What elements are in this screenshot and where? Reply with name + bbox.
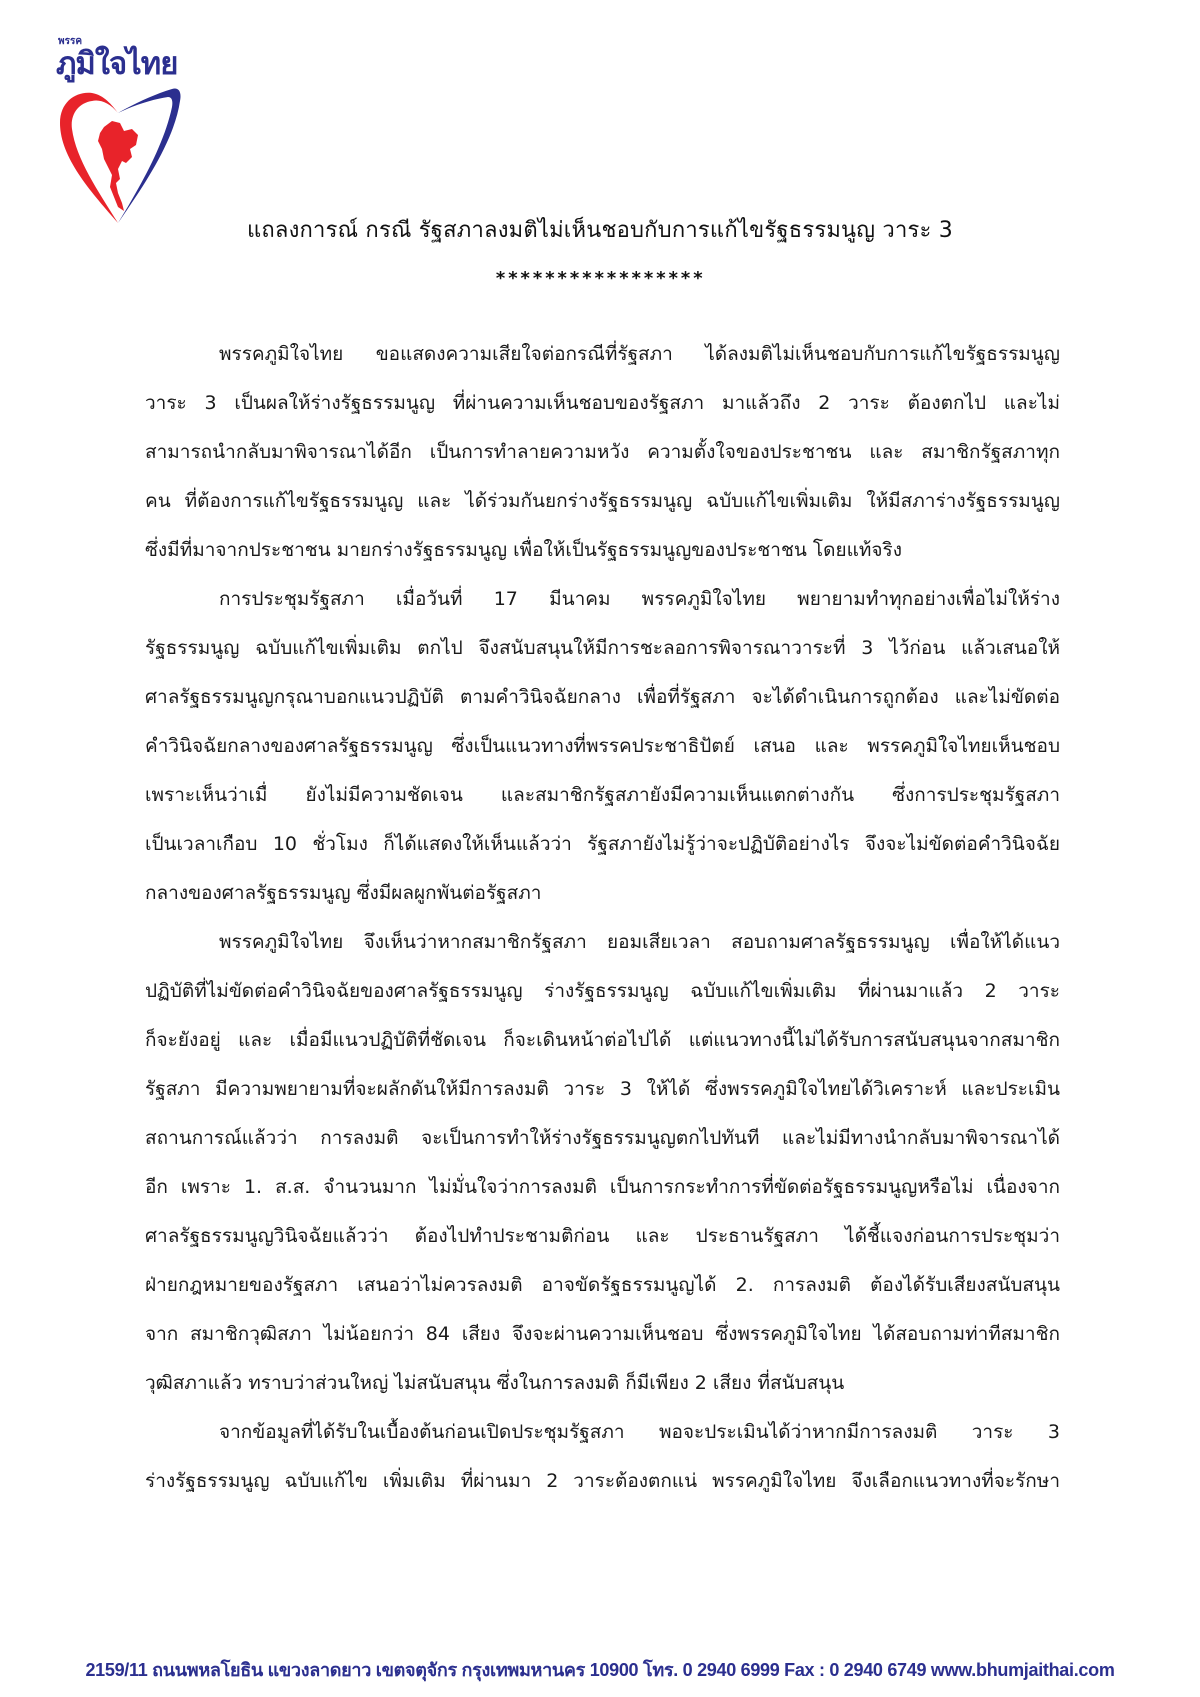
paragraph-line: ฝ่ายกฎหมายของรัฐสภา เสนอว่าไม่ควรลงมติ อาจขัดรัฐธรรมนูญได้ 2. การลงมติ ต้องได้รับเสียงสนับสนุน: [145, 1274, 1060, 1296]
paragraph-line: วาระ 3 เป็นผลให้ร่างรัฐธรรมนูญ ที่ผ่านความเห็นชอบของรัฐสภา มาแล้วถึง 2 วาระ ต้องตกไป และไม่: [145, 392, 1060, 414]
document-body: [145, 330, 1060, 1506]
logo-party-label: พรรค: [58, 36, 83, 47]
paragraph-line: จาก สมาชิกวุฒิสภา ไม่น้อยกว่า 84 เสียง จึงจะผ่านความเห็นชอบ ซึ่งพรรคภูมิใจไทย ได้สอบถามท่าทีสมาชิก: [145, 1323, 1060, 1345]
paragraph-line: รัฐสภา มีความพยายามที่จะผลักดันให้มีการลงมติ วาระ 3 ให้ได้ ซึ่งพรรคภูมิใจไทยได้วิเคราะห์ และประเมิน: [145, 1078, 1060, 1100]
paragraph-line: กลางของศาลรัฐธรรมนูญ ซึ่งมีผลผูกพันต่อรัฐสภา: [145, 882, 542, 904]
paragraph-line: ร่างรัฐธรรมนูญ ฉบับแก้ไข เพิ่มเติม ที่ผ่านมา 2 วาระต้องตกแน่ พรรคภูมิใจไทย จึงเลือกแนวทางที่จะรักษา: [145, 1470, 1060, 1492]
paragraph-line: ก็จะยังอยู่ และ เมื่อมีแนวปฏิบัติที่ชัดเจน ก็จะเดินหน้าต่อไปได้ แต่แนวทางนี้ไม่ได้รับการสนับสนุนจากสมาชิก: [145, 1029, 1060, 1051]
title-separator: *****************: [495, 268, 705, 289]
paragraph-line: ซึ่งมีที่มาจากประชาชน มายกร่างรัฐธรรมนูญ เพื่อให้เป็นรัฐธรรมนูญของประชาชน โดยแท้จริง: [145, 539, 902, 561]
paragraph-line: สามารถนำกลับมาพิจารณาได้อีก เป็นการทำลายความหวัง ความตั้งใจของประชาชน และ สมาชิกรัฐสภาทุก: [145, 441, 1060, 463]
document-title: แถลงการณ์ กรณี รัฐสภาลงมติไม่เห็นชอบกับการแก้ไขรัฐธรรมนูญ วาระ 3: [247, 218, 953, 243]
footer-address: 2159/11 ถนนพหลโยธิน แขวงลาดยาว เขตจตุจักร กรุงเทพมหานคร 10900 โทร. 0 2940 6999 Fax : 0 2940 6749 www.bhumjaithai.com: [85, 1660, 1115, 1680]
paragraph-3: [145, 918, 1060, 1408]
paragraph-line: รัฐธรรมนูญ ฉบับแก้ไขเพิ่มเติม ตกไป จึงสนับสนุนให้มีการชะลอการพิจารณาวาระที่ 3 ไว้ก่อน แล้วเสนอให้: [145, 637, 1060, 659]
paragraph-1: [145, 330, 1060, 575]
paragraph-line: อีก เพราะ 1. ส.ส. จำนวนมาก ไม่มั่นใจว่าการลงมติ เป็นการกระทำการที่ขัดต่อรัฐธรรมนูญหรือไม่ เนื่องจาก: [145, 1176, 1060, 1198]
paragraph-line: เป็นเวลาเกือบ 10 ชั่วโมง ก็ได้แสดงให้เห็นแล้วว่า รัฐสภายังไม่รู้ว่าจะปฏิบัติอย่างไร จึงจะไม่ขัดต่อคำวินิจฉัย: [145, 833, 1060, 855]
paragraph-line: เพราะเห็นว่าเมื่ ยังไม่มีความชัดเจน และสมาชิกรัฐสภายังมีความเห็นแตกต่างกัน ซึ่งการประชุมรัฐสภา: [145, 784, 1060, 806]
paragraph-line: ปฏิบัติที่ไม่ขัดต่อคำวินิจฉัยของศาลรัฐธรรมนูญ ร่างรัฐธรรมนูญ ฉบับแก้ไขเพิ่มเติม ที่ผ่านมาแล้ว 2 วาระ: [145, 980, 1060, 1002]
paragraph-line: ศาลรัฐธรรมนูญกรุณาบอกแนวปฏิบัติ ตามคำวินิจฉัยกลาง เพื่อที่รัฐสภา จะได้ดำเนินการถูกต้อง และไม่ขัดต่อ: [145, 686, 1060, 708]
paragraph-line: คน ที่ต้องการแก้ไขรัฐธรรมนูญ และ ได้ร่วมกันยกร่างรัฐธรรมนูญ ฉบับแก้ไขเพิ่มเติม ให้มีสภาร่างรัฐธรรมนูญ: [145, 490, 1060, 512]
paragraph-line: การประชุมรัฐสภา เมื่อวันที่ 17 มีนาคม พรรคภูมิใจไทย พยายามทำทุกอย่างเพื่อไม่ให้ร่าง: [219, 588, 1060, 610]
party-logo: [52, 28, 212, 218]
heart-thailand-map-icon: [52, 83, 187, 228]
paragraph-line: วุฒิสภาแล้ว ทราบว่าส่วนใหญ่ ไม่สนับสนุน ซึ่งในการลงมติ ก็มีเพียง 2 เสียง ที่สนับสนุน: [145, 1372, 845, 1394]
paragraph-4: [145, 1408, 1060, 1506]
paragraph-line: จากข้อมูลที่ได้รับในเบื้องต้นก่อนเปิดประชุมรัฐสภา พอจะประเมินได้ว่าหากมีการลงมติ วาระ 3: [219, 1421, 1060, 1443]
logo-party-name: ภูมิใจไทย: [56, 46, 178, 82]
paragraph-line: พรรคภูมิใจไทย ขอแสดงความเสียใจต่อกรณีที่รัฐสภา ได้ลงมติไม่เห็นชอบกับการแก้ไขรัฐธรรมนูญ: [219, 343, 1060, 365]
paragraph-line: ศาลรัฐธรรมนูญวินิจฉัยแล้วว่า ต้องไปทำประชามติก่อน และ ประธานรัฐสภา ได้ชี้แจงก่อนการประชุมว่า: [145, 1225, 1060, 1247]
paragraph-2: [145, 575, 1060, 918]
paragraph-line: คำวินิจฉัยกลางของศาลรัฐธรรมนูญ ซึ่งเป็นแนวทางที่พรรคประชาธิปัตย์ เสนอ และ พรรคภูมิใจไทยเห็นชอบ: [145, 735, 1060, 757]
paragraph-line: สถานการณ์แล้วว่า การลงมติ จะเป็นการทำให้ร่างรัฐธรรมนูญตกไปทันที และไม่มีทางนำกลับมาพิจารณาได้: [145, 1127, 1060, 1149]
paragraph-line: พรรคภูมิใจไทย จึงเห็นว่าหากสมาชิกรัฐสภา ยอมเสียเวลา สอบถามศาลรัฐธรรมนูญ เพื่อให้ได้แนว: [219, 931, 1060, 953]
